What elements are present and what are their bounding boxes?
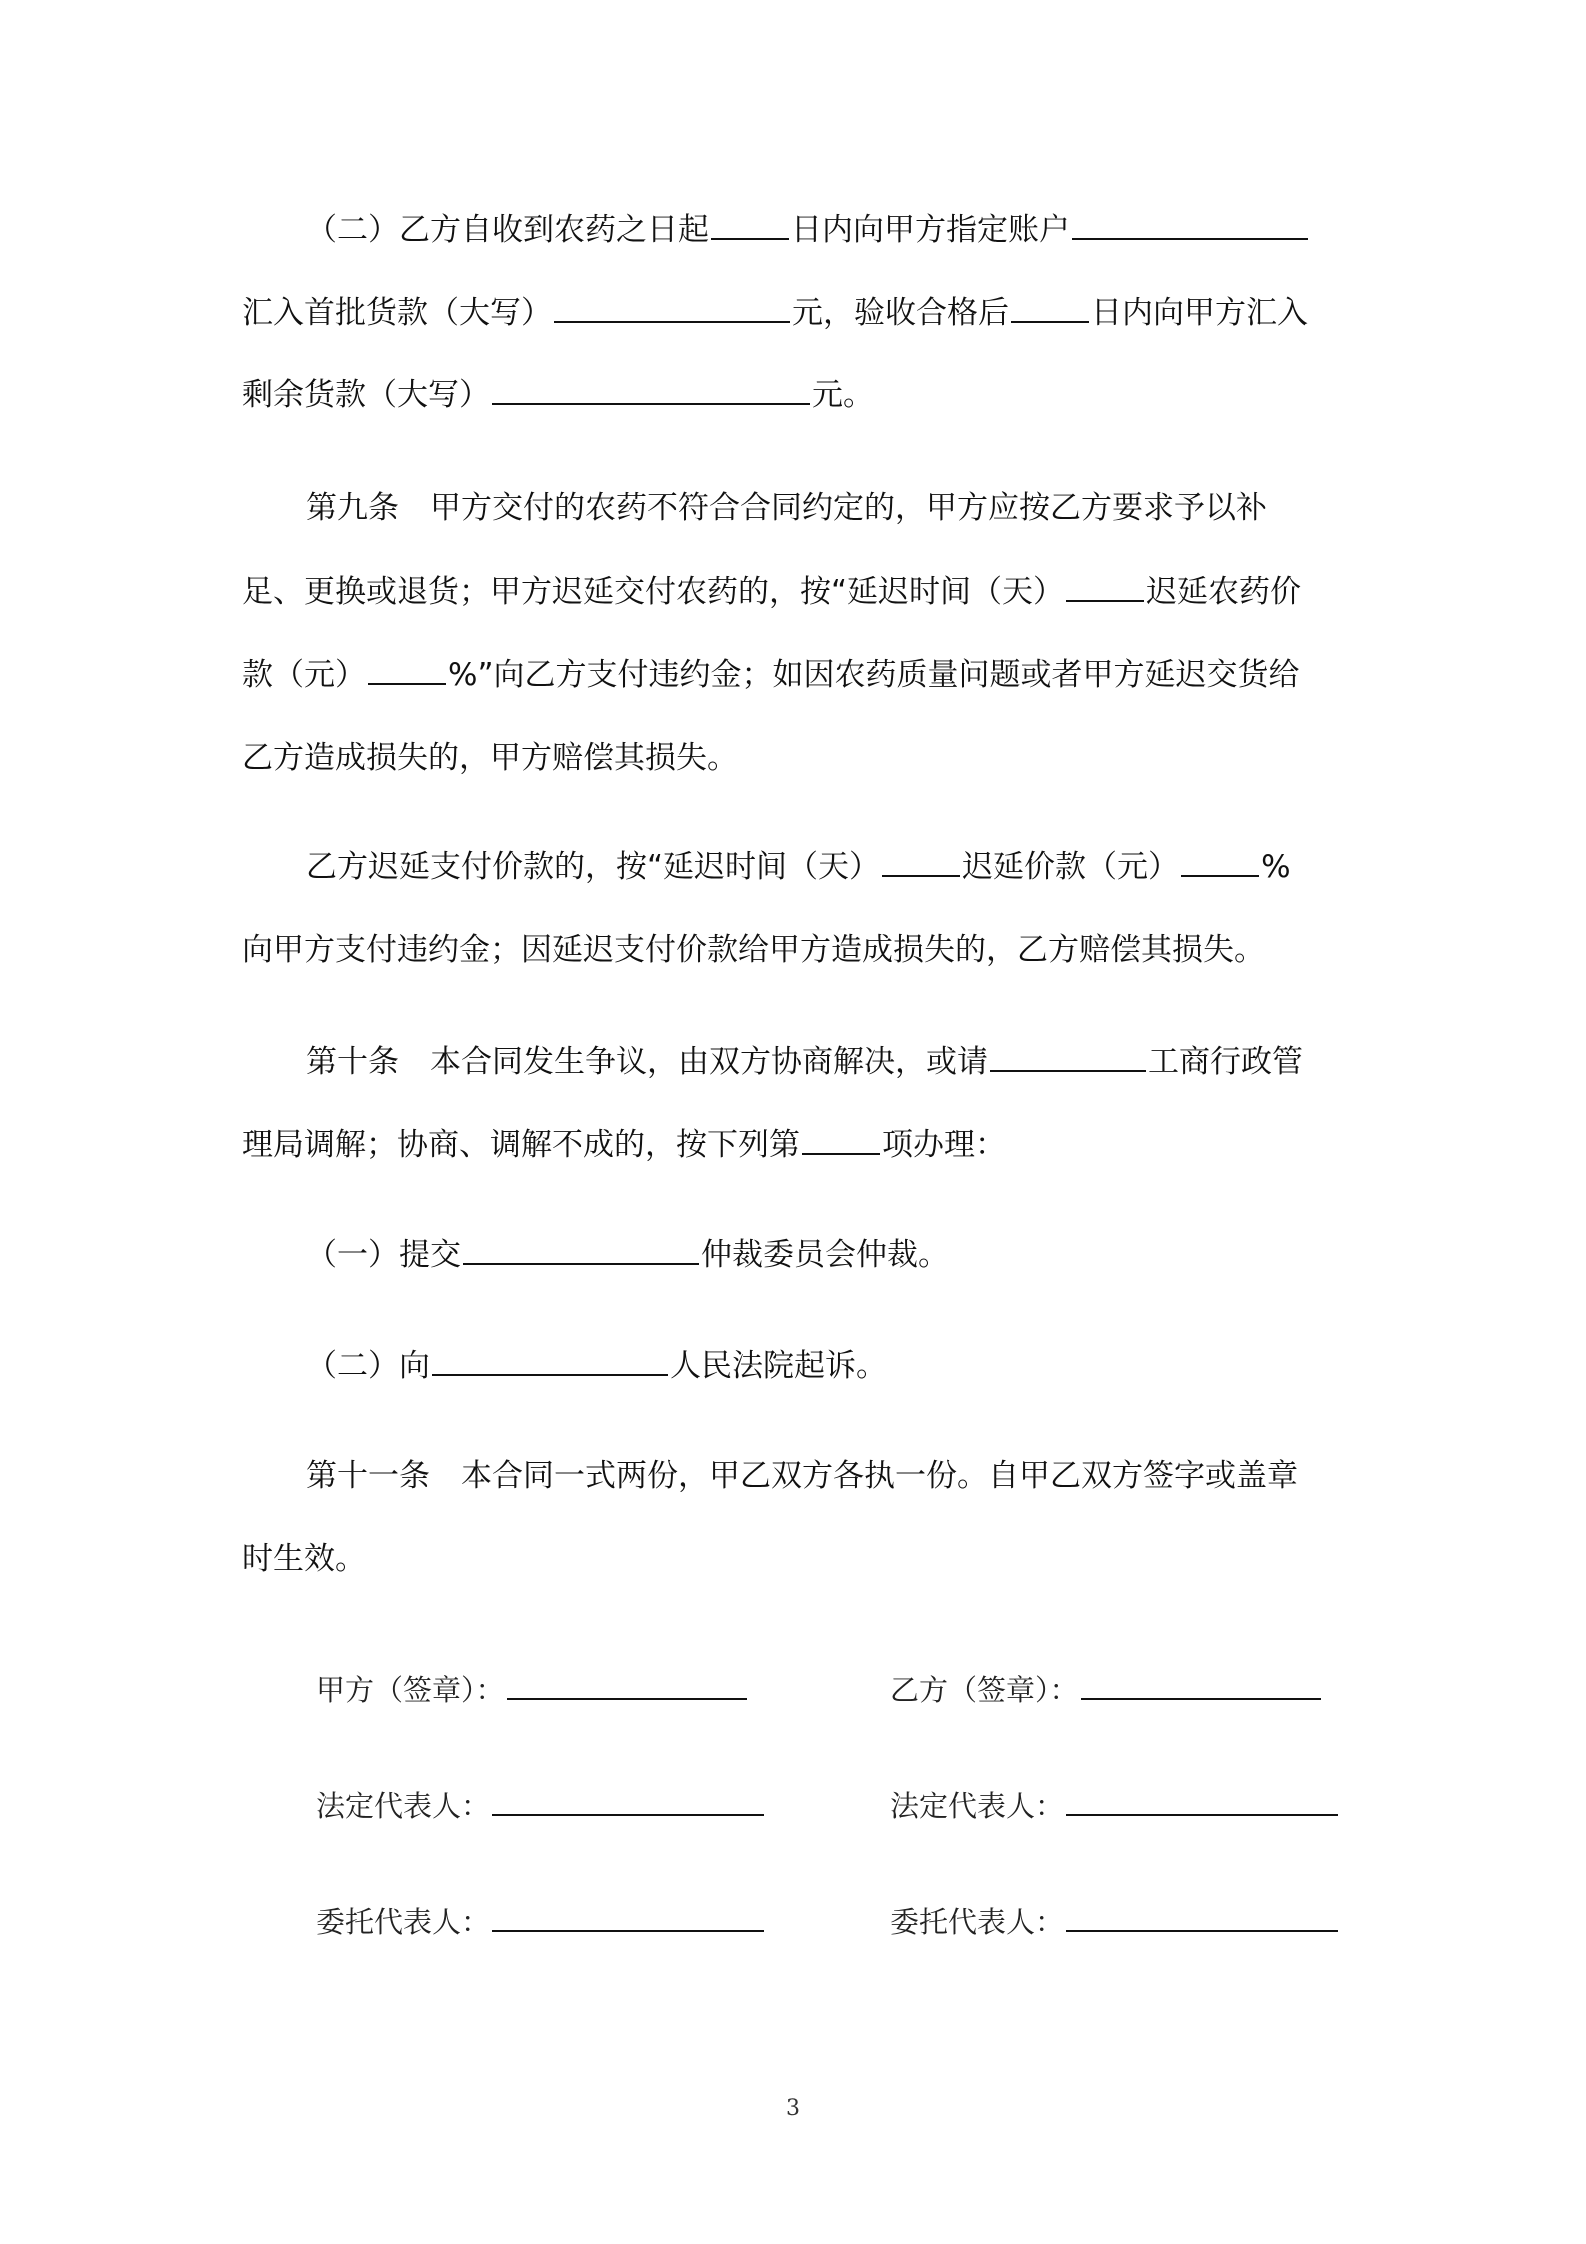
text: 迟延价款（元） bbox=[962, 849, 1180, 885]
label: 法定代表人： bbox=[890, 1789, 1065, 1823]
clause8-item2-line1 bbox=[306, 208, 1426, 252]
party-a-legal-rep bbox=[316, 1786, 766, 1826]
text: 工商行政管 bbox=[1148, 1044, 1303, 1080]
clause8-item2-line2 bbox=[242, 291, 1362, 335]
text: 元，验收合格后 bbox=[792, 295, 1009, 331]
label: 委托代表人： bbox=[890, 1905, 1065, 1939]
clause11-line1: 第十一条 本合同一式两份，甲乙双方各执一份。自甲乙双方签字或盖章 bbox=[306, 1458, 1298, 1494]
text: 仲裁委员会仲裁。 bbox=[701, 1237, 949, 1273]
clause11-line2: 时生效。 bbox=[242, 1541, 366, 1577]
fill-blank-delay-days bbox=[1066, 570, 1144, 602]
clause10-item1 bbox=[306, 1233, 1426, 1277]
clause8-item2-line3 bbox=[242, 373, 1362, 417]
party-b-agent bbox=[890, 1902, 1340, 1942]
fill-blank-penalty-percent bbox=[368, 653, 446, 685]
text: 乙方迟延支付价款的，按“延迟时间（天） bbox=[306, 849, 881, 885]
text: 迟延农药价 bbox=[1146, 574, 1302, 610]
fill-blank-court bbox=[432, 1344, 668, 1376]
text: 款（元） bbox=[242, 657, 366, 693]
fill-blank-delay-days bbox=[882, 845, 960, 877]
label: 甲方（签章）： bbox=[316, 1673, 505, 1707]
clause9-line3 bbox=[242, 653, 1362, 697]
signature-line bbox=[1081, 1670, 1321, 1700]
label: 乙方（签章）： bbox=[890, 1673, 1079, 1707]
fill-blank-account bbox=[1072, 208, 1308, 240]
fill-blank-arbitration-committee bbox=[463, 1233, 699, 1265]
text: 人民法院起诉。 bbox=[670, 1348, 887, 1384]
label: 法定代表人： bbox=[316, 1789, 491, 1823]
text: 项办理： bbox=[882, 1127, 1006, 1163]
text: （一）提交 bbox=[306, 1237, 461, 1273]
fill-blank-option bbox=[802, 1123, 880, 1155]
signature-line bbox=[492, 1786, 764, 1816]
fill-blank-first-payment bbox=[554, 291, 790, 323]
clause9-line2 bbox=[242, 570, 1362, 614]
text: 足、更换或退货；甲方迟延交付农药的，按“延迟时间（天） bbox=[242, 574, 1065, 610]
clause10-line2 bbox=[242, 1123, 1362, 1167]
text: （二）乙方自收到农药之日起 bbox=[306, 212, 709, 248]
signature-line bbox=[1066, 1786, 1338, 1816]
signature-line bbox=[507, 1670, 747, 1700]
clause9-line1: 第九条 甲方交付的农药不符合合同约定的，甲方应按乙方要求予以补 bbox=[306, 490, 1267, 526]
text: 理局调解；协商、调解不成的，按下列第 bbox=[242, 1127, 800, 1163]
fill-blank-days bbox=[711, 208, 789, 240]
fill-blank-penalty-percent bbox=[1181, 845, 1259, 877]
fill-blank-days bbox=[1011, 291, 1089, 323]
party-b-signature bbox=[890, 1670, 1323, 1710]
text: 剩余货款（大写） bbox=[242, 377, 490, 413]
clause9-line4: 乙方造成损失的，甲方赔偿其损失。 bbox=[242, 740, 738, 776]
fill-blank-remaining-payment bbox=[492, 373, 810, 405]
page-number: 3 bbox=[786, 2096, 800, 2121]
fill-blank-bureau bbox=[990, 1040, 1146, 1072]
text: 第十条 本合同发生争议，由双方协商解决，或请 bbox=[306, 1044, 988, 1080]
text: % bbox=[1261, 849, 1291, 885]
text: （二）向 bbox=[306, 1348, 430, 1384]
text: %”向乙方支付违约金；如因农药质量问题或者甲方延迟交货给 bbox=[448, 657, 1300, 693]
party-a-agent bbox=[316, 1902, 766, 1942]
label: 委托代表人： bbox=[316, 1905, 491, 1939]
text: 元。 bbox=[812, 377, 874, 413]
text: 日内向甲方汇入 bbox=[1091, 295, 1308, 331]
signature-line bbox=[1066, 1902, 1338, 1932]
clause9-p2-line1 bbox=[306, 845, 1426, 889]
party-a-signature bbox=[316, 1670, 749, 1710]
text: 日内向甲方指定账户 bbox=[791, 212, 1070, 248]
signature-line bbox=[492, 1902, 764, 1932]
text: 汇入首批货款（大写） bbox=[242, 295, 552, 331]
clause10-item2 bbox=[306, 1344, 1426, 1388]
clause9-p2-line2: 向甲方支付违约金；因延迟支付价款给甲方造成损失的，乙方赔偿其损失。 bbox=[242, 932, 1265, 968]
clause10-line1 bbox=[306, 1040, 1426, 1084]
party-b-legal-rep bbox=[890, 1786, 1340, 1826]
